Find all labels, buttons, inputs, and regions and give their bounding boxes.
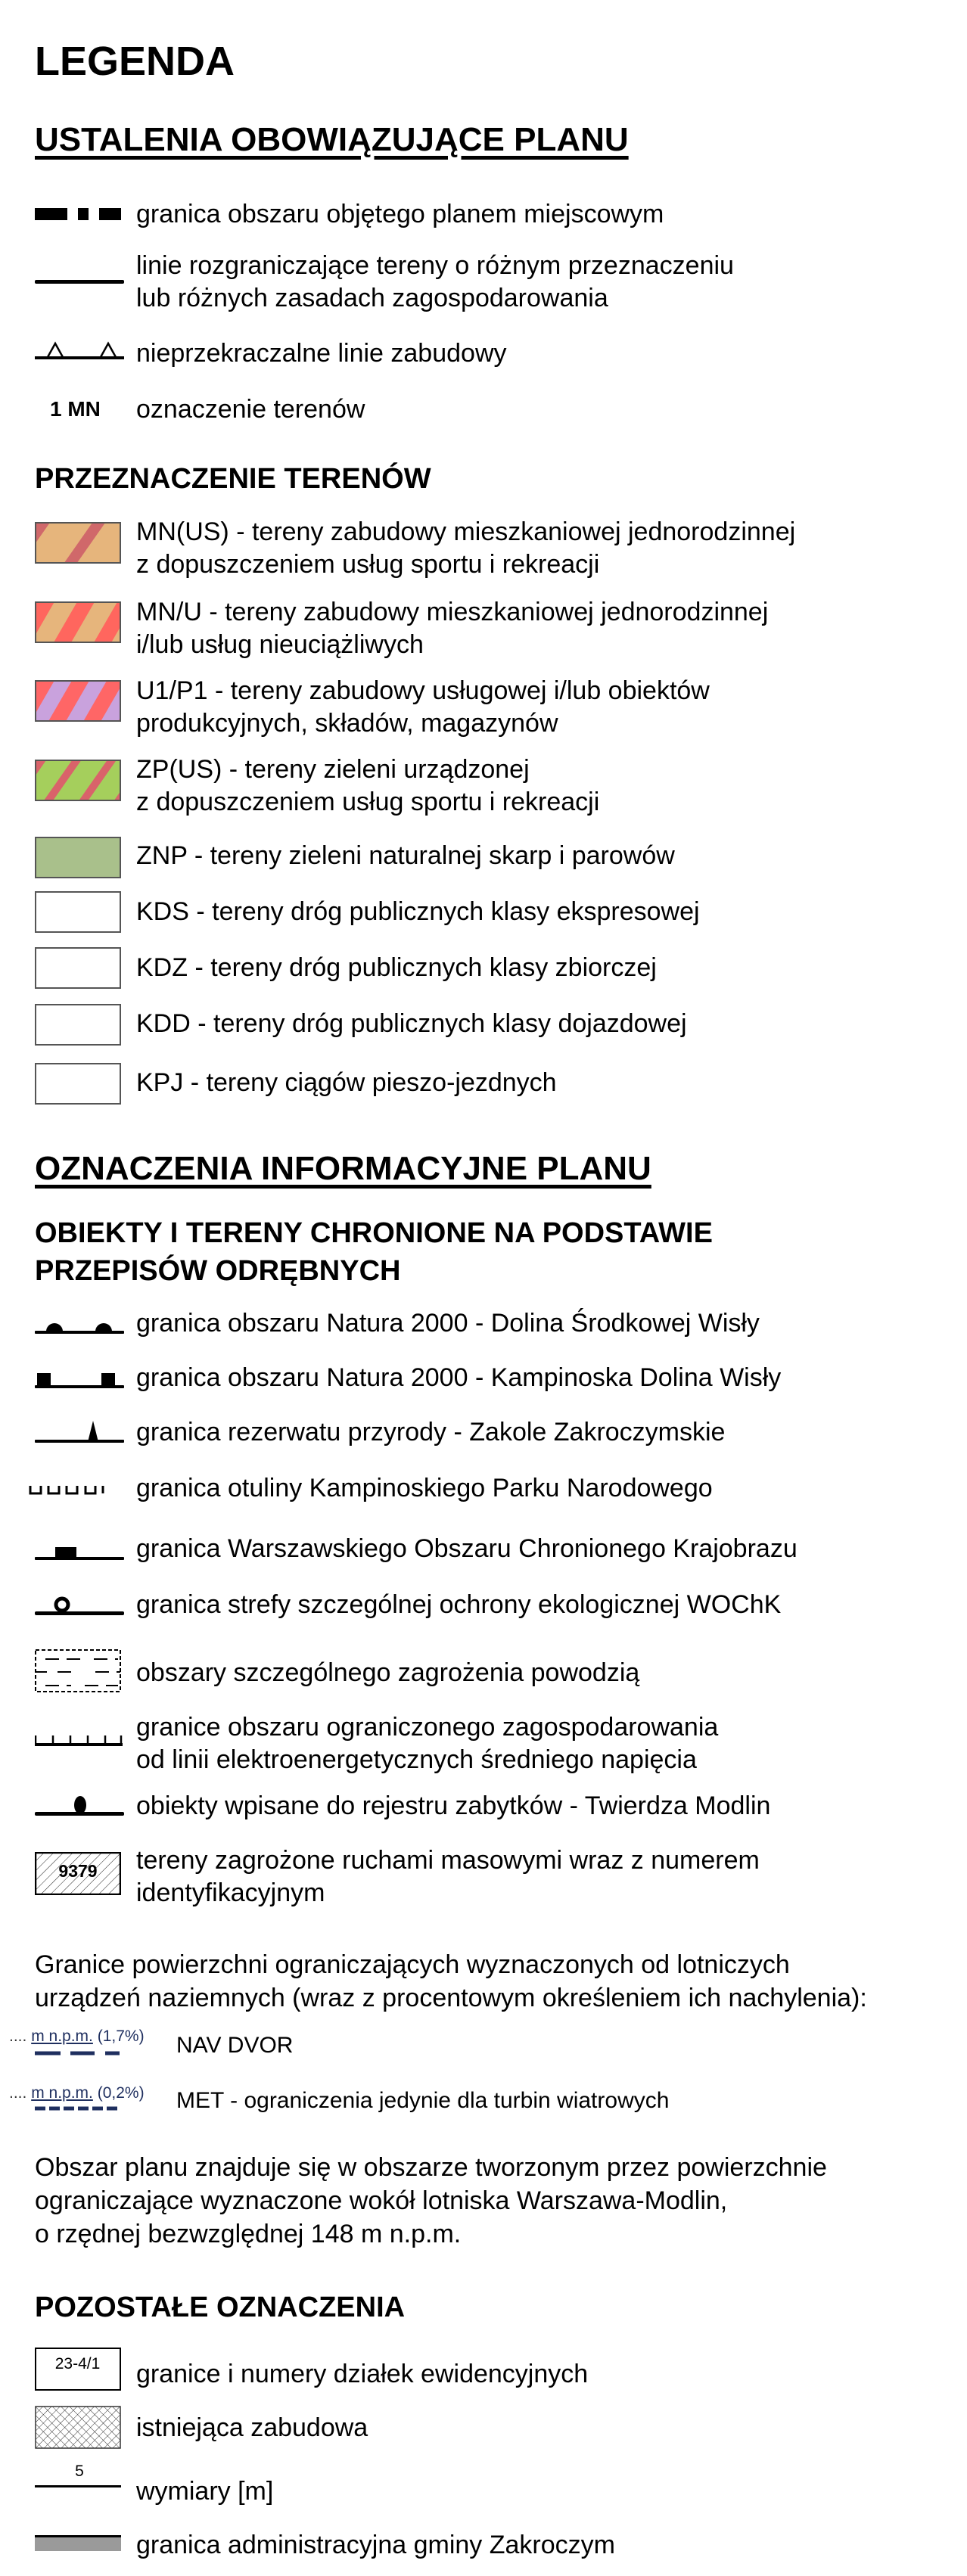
section-heading-info: OZNACZENIA INFORMACYJNE PLANU <box>35 1150 651 1187</box>
swatch-kds <box>35 891 121 933</box>
legend-item-label: granica strefy szczególnej ochrony ekologicznej WOChK <box>136 1590 782 1619</box>
legend-item-label: U1/P1 - tereny zabudowy usługowej i/lub obiektów <box>136 676 710 705</box>
subheading-protected: PRZEPISÓW ODRĘBNYCH <box>35 1255 401 1287</box>
aviation-note: o rzędnej bezwzględnej 148 m n.p.m. <box>35 2220 462 2248</box>
legend-item-label: KDS - tereny dróg publicznych klasy ekspresowej <box>136 897 700 926</box>
legend-item-label: MN/U - tereny zabudowy mieszkaniowej jednorodzinnej <box>136 598 769 626</box>
legend-item-label: produkcyjnych, składów, magazynów <box>136 709 558 738</box>
buffer-zone-boundary-icon <box>29 1483 120 1498</box>
legend-item-label: wymiary [m] <box>136 2477 274 2506</box>
legend-item-label: KDD - tereny dróg publicznych klasy dojazdowej <box>136 1009 687 1038</box>
legend-item-label: granica otuliny Kampinoskiego Parku Narodowego <box>136 1474 713 1502</box>
legend-item-label: i/lub usług nieuciążliwych <box>136 630 424 659</box>
swatch-mn-u <box>35 601 121 643</box>
legend-item-label: z dopuszczeniem usług sportu i rekreacji <box>136 550 600 579</box>
nav-dvor-line-icon <box>35 2050 126 2058</box>
unit-label: m n.p.m. <box>31 2028 93 2045</box>
swatch-u1-p1 <box>35 680 121 722</box>
legend-item-label: linie rozgraniczające tereny o różnym przeznaczeniu <box>136 251 734 280</box>
slope-label: (0,2%) <box>97 2084 145 2102</box>
aviation-note: ograniczające wyznaczone wokół lotniska Warszawa-Modlin, <box>35 2186 728 2215</box>
legend-item-label: obiekty wpisane do rejestru zabytków - Twierdza Modlin <box>136 1791 771 1820</box>
legend-item-label: ZNP - tereny zieleni naturalnej skarp i parowów <box>136 841 675 870</box>
zone-code-example: 1 MN <box>50 397 101 421</box>
unit-label: m n.p.m. <box>31 2084 93 2102</box>
legend-item-label: granica obszaru Natura 2000 - Dolina Środkowej Wisły <box>136 1309 760 1338</box>
aviation-elevation-label <box>9 2084 145 2102</box>
aviation-intro: Granice powierzchni ograniczających wyznaczonych od lotniczych <box>35 1950 790 1979</box>
aviation-note: Obszar planu znajduje się w obszarze tworzonym przez powierzchnie <box>35 2153 827 2182</box>
legend-item-label: KDZ - tereny dróg publicznych klasy zbiorczej <box>136 953 657 982</box>
legend-item-label: obszary szczególnego zagrożenia powodzią <box>136 1658 640 1687</box>
ecological-zone-boundary-icon <box>35 1595 126 1617</box>
section-heading-binding: USTALENIA OBOWIĄZUJĄCE PLANU <box>35 121 629 158</box>
parcel-number-label: 23-4/1 <box>54 2355 101 2372</box>
legend-item-label: KPJ - tereny ciągów pieszo-jezdnych <box>136 1068 557 1097</box>
swatch-kpj <box>35 1063 121 1105</box>
landscape-area-boundary-icon <box>35 1543 126 1563</box>
landslide-id-label: 9379 <box>58 1861 98 1881</box>
solid-line-icon <box>35 278 126 286</box>
legend-item-label: MN(US) - tereny zabudowy mieszkaniowej jednorodzinnej <box>136 517 796 546</box>
legend-item-label: granica obszaru Natura 2000 - Kampinoska Dolina Wisły <box>136 1363 782 1392</box>
legend-item-label: granica obszaru objętego planem miejscowym <box>136 200 664 228</box>
legend-item-label: oznaczenie terenów <box>136 395 365 424</box>
legend-item-label: lub różnych zasadach zagospodarowania <box>136 284 608 312</box>
legend-item-label: ZP(US) - tereny zieleni urządzonej <box>136 755 530 784</box>
swatch-zp-us <box>35 760 121 801</box>
aviation-item-label: MET - ograniczenia jedynie dla turbin wiatrowych <box>176 2088 670 2113</box>
monument-icon <box>35 1793 126 1819</box>
dimension-line-icon <box>35 2484 126 2489</box>
natura-kampinoska-boundary-icon <box>35 1371 126 1391</box>
triangle-line-icon <box>35 340 126 363</box>
crosshatch-icon <box>35 2406 121 2449</box>
dimension-value-label: 5 <box>75 2463 84 2480</box>
nature-reserve-boundary-icon <box>35 1415 126 1445</box>
parcel-box-icon <box>35 2348 121 2391</box>
dash-dot-boundary-icon <box>35 206 126 222</box>
legend-item-label: nieprzekraczalne linie zabudowy <box>136 339 507 368</box>
flood-area-icon <box>35 1649 126 1695</box>
legend-item-label: granica administracyjna gminy Zakroczym <box>136 2531 615 2559</box>
natura-dolina-boundary-icon <box>35 1316 126 1336</box>
legend-item-label: identyfikacyjnym <box>136 1878 325 1907</box>
swatch-kdz <box>35 947 121 989</box>
swatch-kdd <box>35 1004 121 1046</box>
met-line-icon <box>35 2105 126 2113</box>
legend-item-label: od linii elektroenergetycznych średniego napięcia <box>136 1745 697 1774</box>
section-heading-other: POZOSTAŁE OZNACZENIA <box>35 2292 406 2323</box>
aviation-item-label: NAV DVOR <box>176 2033 294 2058</box>
legend-title: LEGENDA <box>35 39 235 84</box>
swatch-mn-us <box>35 522 121 564</box>
landslide-hatch-icon <box>35 1852 121 1895</box>
swatch-znp <box>35 837 121 878</box>
power-line-restriction-icon <box>35 1734 126 1749</box>
dots: .... <box>9 2084 27 2102</box>
admin-boundary-icon <box>35 2535 126 2553</box>
aviation-intro: urządzeń naziemnych (wraz z procentowym określeniem ich nachylenia): <box>35 1984 867 2012</box>
legend-item-label: granice obszaru ograniczonego zagospodarowania <box>136 1713 719 1742</box>
legend-item-label: granice i numery działek ewidencyjnych <box>136 2360 589 2388</box>
aviation-elevation-label <box>9 2028 145 2046</box>
legend-item-label: istniejąca zabudowa <box>136 2413 368 2442</box>
subheading-land-use: PRZEZNACZENIE TERENÓW <box>35 463 431 495</box>
subheading-protected: OBIEKTY I TERENY CHRONIONE NA PODSTAWIE <box>35 1217 713 1249</box>
legend-item-label: tereny zagrożone ruchami masowymi wraz z numerem <box>136 1846 760 1875</box>
slope-label: (1,7%) <box>97 2028 145 2045</box>
legend-item-label: z dopuszczeniem usług sportu i rekreacji <box>136 788 600 816</box>
legend-item-label: granica rezerwatu przyrody - Zakole Zakroczymskie <box>136 1418 726 1446</box>
dots: .... <box>9 2028 27 2045</box>
legend-item-label: granica Warszawskiego Obszaru Chronionego Krajobrazu <box>136 1534 798 1563</box>
